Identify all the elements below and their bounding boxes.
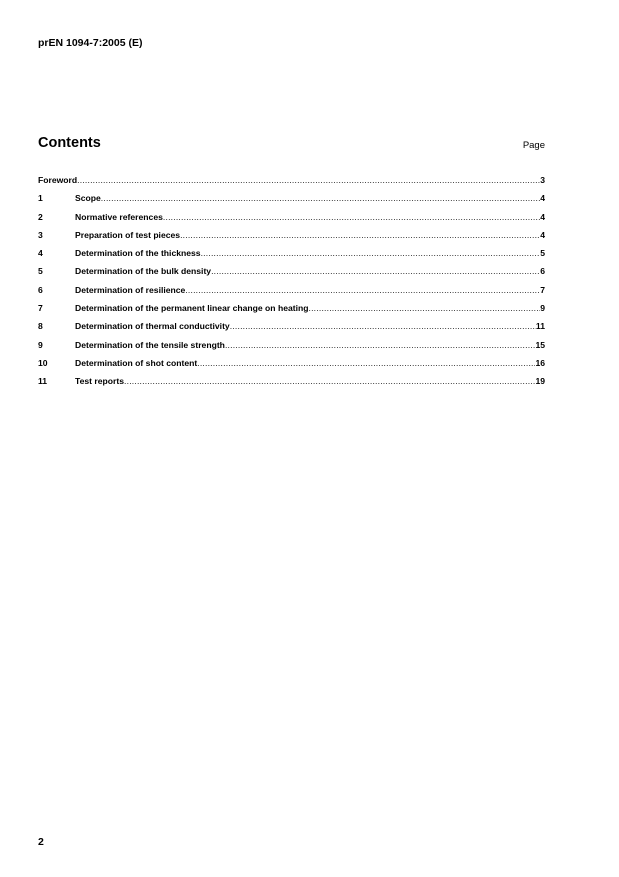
toc-entry-number: 6	[38, 284, 43, 295]
toc-leader-dots	[180, 229, 540, 241]
toc-leader-dots	[201, 247, 541, 259]
toc-entry-page: 19	[535, 376, 545, 387]
toc-entry-title-wrap	[75, 357, 535, 369]
toc-entry-page: 5	[540, 248, 545, 259]
toc-entry-title: Test reports	[75, 376, 125, 387]
toc-entry-page: 3	[540, 175, 545, 185]
toc-entry-title: Normative references	[75, 211, 163, 222]
toc-entry-title-wrap	[75, 320, 536, 332]
toc-entry[interactable]	[38, 320, 545, 338]
toc-entry-title: Determination of the permanent linear change on heating	[75, 303, 309, 314]
toc-leader-dots	[163, 211, 540, 223]
toc-entry-page: 4	[540, 229, 545, 240]
toc-leader-dots	[211, 265, 540, 277]
toc-entry-number: 5	[38, 266, 43, 277]
toc-entry-page: 4	[540, 211, 545, 222]
toc-entry-number: 4	[38, 248, 43, 259]
toc-entry-number: 10	[38, 357, 48, 368]
toc-entry-page: 16	[535, 357, 545, 368]
toc-entry-title: Preparation of test pieces	[75, 229, 181, 240]
toc-leader-dots	[197, 357, 535, 369]
toc-entry-title: Foreword	[38, 175, 78, 185]
toc-entry[interactable]	[38, 302, 545, 320]
toc-leader-dots	[230, 320, 536, 332]
toc-entry-title: Determination of the bulk density	[75, 266, 212, 277]
toc-entry-title-wrap	[75, 284, 540, 296]
toc-entry-number: 2	[38, 211, 43, 222]
toc-entry-number: 11	[38, 376, 48, 387]
toc-entry-page: 9	[540, 303, 545, 314]
toc-entry-title: Scope	[75, 193, 101, 204]
toc-entry[interactable]	[38, 284, 545, 302]
page-number: 2	[38, 836, 44, 848]
toc-entry-title-wrap	[75, 265, 540, 277]
toc-entry-title: Determination of thermal conductivity	[75, 321, 230, 332]
toc-leader-dots	[77, 174, 540, 186]
toc-entry-title: Determination of resilience	[75, 284, 186, 295]
toc-entry-page: 11	[535, 321, 545, 332]
toc-entry[interactable]	[38, 375, 545, 393]
toc-entry-title: Determination of shot content	[75, 357, 198, 368]
toc-leader-dots	[185, 284, 540, 296]
toc-entry-title-wrap	[75, 302, 540, 314]
toc-entry-number: 7	[38, 303, 43, 314]
toc-entry-title-wrap	[75, 211, 540, 223]
toc-entry-title-wrap	[75, 339, 535, 351]
contents-heading: Contents	[38, 135, 101, 151]
toc-entry-page: 4	[540, 193, 545, 204]
toc-entry-title-wrap	[75, 229, 540, 241]
toc-entry-number: 9	[38, 339, 43, 350]
toc-entry-number: 1	[38, 193, 43, 204]
toc-entry[interactable]	[38, 229, 545, 247]
toc-entry-page: 15	[535, 339, 545, 350]
table-of-contents	[38, 174, 545, 394]
toc-entry-title-wrap	[75, 375, 535, 387]
toc-entry[interactable]	[38, 357, 545, 375]
toc-leader-dots	[225, 339, 536, 351]
toc-leader-dots	[101, 192, 540, 204]
toc-entry-number: 8	[38, 321, 43, 332]
toc-entry-title: Determination of the thickness	[75, 248, 201, 259]
toc-entry-title-wrap	[75, 247, 540, 259]
toc-entry-page: 7	[540, 284, 545, 295]
toc-entry[interactable]	[38, 265, 545, 283]
toc-entry[interactable]	[38, 339, 545, 357]
toc-entry-title: Determination of the tensile strength	[75, 339, 225, 350]
document-id: prEN 1094-7:2005 (E)	[38, 37, 143, 49]
toc-entry[interactable]	[38, 192, 545, 210]
toc-entry-page: 6	[540, 266, 545, 277]
toc-entry-number: 3	[38, 229, 43, 240]
toc-entry[interactable]	[38, 174, 545, 192]
toc-leader-dots	[124, 375, 535, 387]
toc-entry-title-wrap	[38, 174, 540, 186]
toc-entry[interactable]	[38, 247, 545, 265]
toc-leader-dots	[309, 302, 541, 314]
page-column-label: Page	[522, 140, 545, 151]
toc-entry-title-wrap	[75, 192, 540, 204]
toc-entry[interactable]	[38, 211, 545, 229]
